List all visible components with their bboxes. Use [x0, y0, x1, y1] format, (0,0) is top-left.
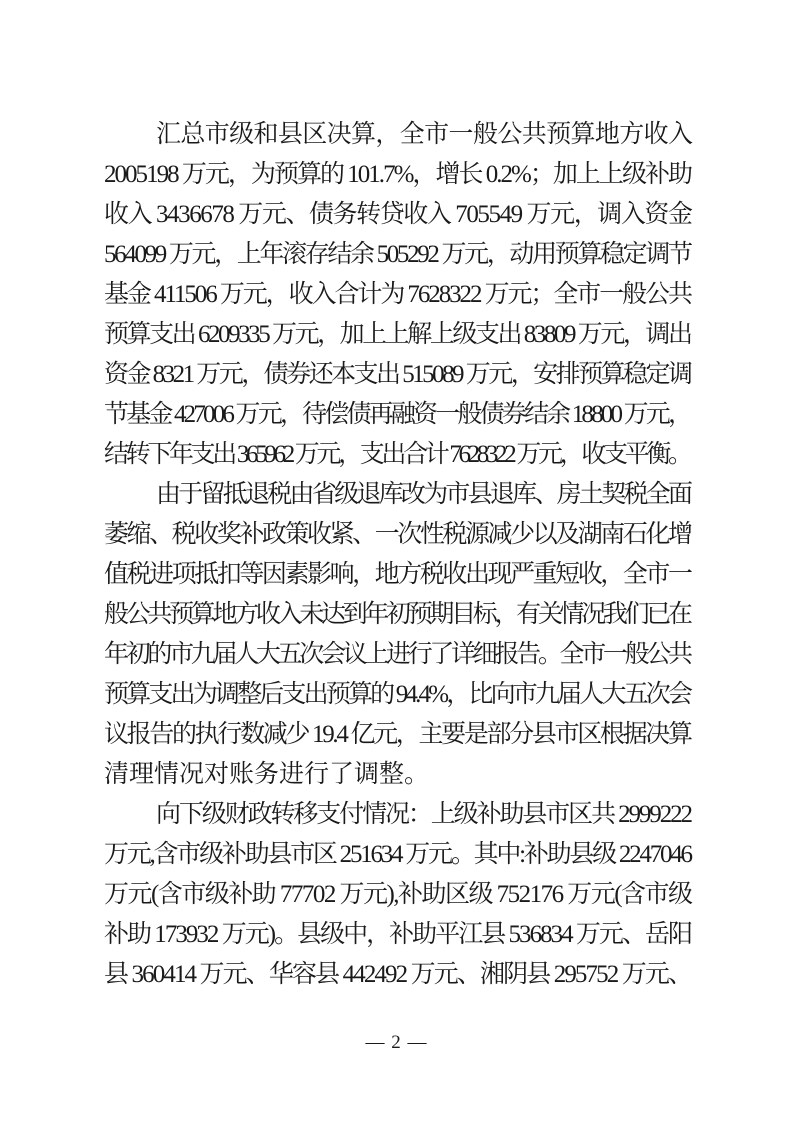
text-line: 万元(含市级补助 77702 万元),补助区级 752176 万元(含市级 [104, 881, 692, 908]
text-line: 县 360414 万元、华容县 442492 万元、湘阴县 295752 万元、 [104, 961, 692, 988]
text-line: 清理情况对账务进行了调整。 [104, 761, 430, 788]
text-line: 汇总市级和县区决算，全市一般公共预算地方收入 [156, 121, 693, 148]
paragraph-final-accounts-summary [104, 115, 693, 475]
text-line: 564099 万元，上年滚存结余 505292 万元，动用预算稳定调节 [104, 241, 691, 268]
text-line: 预算支出为调整后支出预算的 94.4%，比向市九届人大五次会 [104, 681, 691, 708]
text-line: 万元,含市级补助县市区 251634 万元。其中:补助县级 2247046 [104, 841, 691, 868]
page-footer [0, 1032, 793, 1054]
text-line: 般公共预算地方收入未达到年初预期目标，有关情况我们已在 [104, 601, 690, 628]
page-number: — 2 — [365, 1032, 428, 1053]
text-line: 年初的市九届人大五次会议上进行了详细报告。全市一般公共 [104, 641, 690, 668]
text-line: 值税进项抵扣等因素影响，地方税收出现严重短收，全市一 [104, 561, 691, 588]
text-line: 由于留抵退税由省级退库改为市县退库、房土契税全面 [156, 481, 691, 508]
text-line: 萎缩、税收奖补政策收紧、一次性税源减少以及湖南石化增 [104, 521, 691, 548]
text-line: 收入 3436678 万元、债务转贷收入 705549 万元，调入资金 [104, 201, 692, 228]
paragraph-transfer-payments [104, 795, 693, 995]
paragraph-revenue-shortfall-explanation [104, 475, 693, 795]
text-line: 补助 173932 万元)。县级中，补助平江县 536834 万元、岳阳 [104, 921, 692, 948]
text-line: 结转下年支出 365962 万元，支出合计 7628322 万元，收支平衡。 [104, 441, 690, 468]
text-line: 议报告的执行数减少 19.4 亿元，主要是部分县市区根据决算 [104, 721, 691, 748]
text-line: 资金 8321 万元，债券还本支出 515089 万元，安排预算稳定调 [104, 361, 691, 388]
document-body [104, 115, 693, 995]
text-line: 向下级财政转移支付情况：上级补助县市区共 2999222 [156, 801, 691, 828]
text-line: 基金 411506 万元，收入合计为 7628322 万元；全市一般公共 [104, 281, 691, 308]
text-line: 2005198 万元，为预算的 101.7%，增长 0.2%；加上上级补助 [104, 161, 691, 188]
text-line: 预算支出 6209335 万元，加上上解上级支出 83809 万元，调出 [104, 321, 691, 348]
text-line: 节基金 427006 万元，待偿债再融资一般债券结余 18800 万元， [104, 401, 691, 428]
